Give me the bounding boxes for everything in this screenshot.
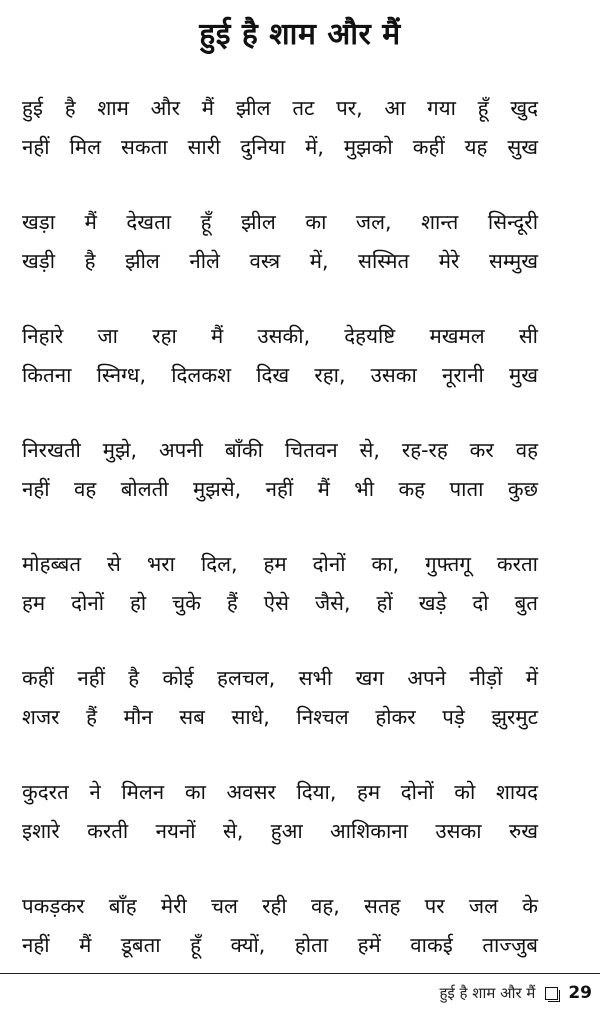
page-title: हुई है शाम और मैं [199,17,401,52]
poem-line: खड़ा मैं देखता हूँ झील का जल, शान्त सिन्दूरी [22,210,538,234]
page-footer [439,982,592,1004]
poem-line: पकड़कर बाँह मेरी चल रही वह, सतह पर जल के [22,894,538,918]
poem-line: खड़ी है झील नीले वस्त्र में, सस्मित मेरे सम्मुख [22,249,538,273]
poem-line: मोहब्बत से भरा दिल, हम दोनों का, गुफ्तगू करता [22,552,538,576]
stanza-2 [22,203,538,281]
stanza-4 [22,431,538,509]
square-bullet-icon [545,987,558,1000]
stanza-1 [22,89,538,167]
poem-line: निरखती मुझे, अपनी बाँकी चितवन से, रह-रह कर वह [22,438,538,462]
poem-body [22,89,538,1001]
stanza-5 [22,545,538,623]
poem-line: निहारे जा रहा मैं उसकी, देहयष्टि मखमल सी [22,324,538,348]
poem-line: हुई है शाम और मैं झील तट पर, आ गया हूँ खुद [22,96,538,120]
footer-divider [0,973,600,974]
poem-line: कुदरत ने मिलन का अवसर दिया, हम दोनों को शायद [22,780,538,804]
stanza-7 [22,773,538,851]
poem-line: इशारे करती नयनों से, हुआ आशिकाना उसका रुख [22,819,538,843]
poem-line: कहीं नहीं है कोई हलचल, सभी खग अपने नीड़ों में [22,666,538,690]
running-title: हुई है शाम और मैं [439,984,536,1002]
stanza-8 [22,887,538,965]
poem-line: नहीं मिल सकता सारी दुनिया में, मुझको कहीं यह सुख [22,135,538,159]
poem-line: कितना स्निग्ध, दिलकश दिख रहा, उसका नूरानी मुख [22,363,538,387]
poem-line: हम दोनों हो चुके हैं ऐसे जैसे, हों खड़े दो बुत [22,591,538,615]
page-number: 29 [568,983,592,1003]
stanza-6 [22,659,538,737]
poem-line: नहीं मैं डूबता हूँ क्यों, होता हमें वाकई ताज्जुब [22,933,538,957]
poem-line: नहीं वह बोलती मुझसे, नहीं मैं भी कह पाता कुछ [22,477,538,501]
poem-line: शजर हैं मौन सब साधे, निश्चल होकर पड़े झुरमुट [22,705,538,729]
stanza-3 [22,317,538,395]
